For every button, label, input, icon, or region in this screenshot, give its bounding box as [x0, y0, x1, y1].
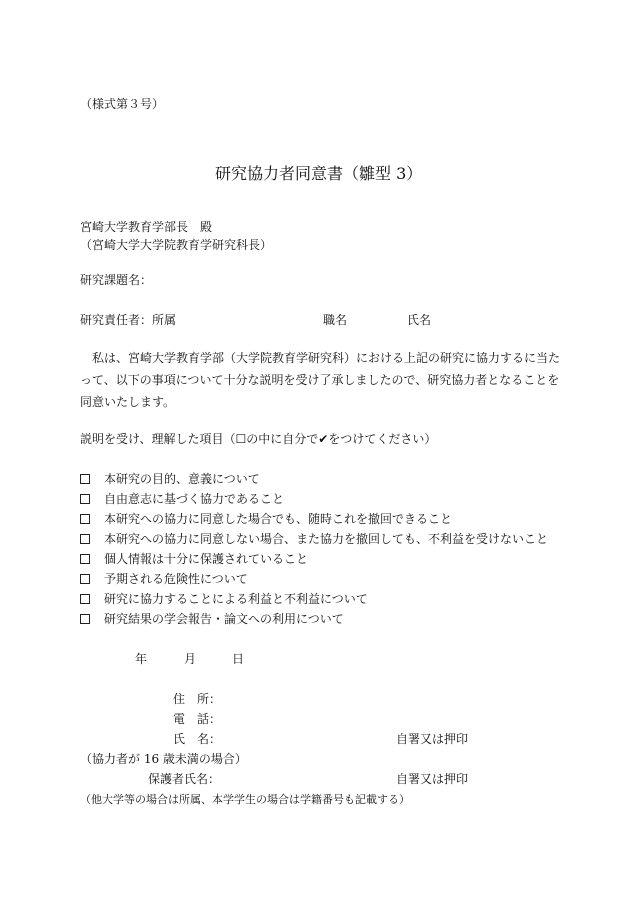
date-day-label: 日 — [232, 652, 245, 666]
checklist-item — [80, 513, 452, 525]
checklist-item — [80, 573, 248, 585]
statement-line: って、以下の事項について十分な説明を受け了承しましたので、研究協力者となることを — [80, 373, 560, 387]
checklist-item-label: 本研究への協力に同意した場合でも、随時これを撤回できること — [104, 512, 453, 526]
checklist-item-label: 本研究への協力に同意しない場合、また協力を撤回しても、不利益を受けないこと — [104, 532, 549, 546]
checkbox-icon[interactable] — [80, 494, 90, 504]
checklist-item-label: 自由意志に基づく協力であること — [104, 492, 285, 506]
checklist-item-label: 研究結果の学会報告・論文への利用について — [104, 612, 344, 626]
addressee-line2: （宮崎大学大学院教育学研究科長） — [80, 238, 273, 252]
checkbox-icon[interactable] — [80, 594, 90, 604]
checklist-instruction: 説明を受け、理解した項目（☐の中に自分で✔をつけてください） — [80, 432, 437, 446]
phone-field-label: 電 話： — [173, 712, 222, 726]
checkbox-icon[interactable] — [80, 614, 90, 624]
date-month-label: 月 — [184, 652, 197, 666]
signature-note: 自署又は押印 — [396, 732, 469, 746]
checkbox-icon[interactable] — [80, 474, 90, 484]
checklist-item-label: 本研究の目的、意義について — [104, 472, 260, 486]
footnote: （他大学等の場合は所属、本学学生の場合は学籍番号も記載する） — [80, 793, 410, 806]
checklist-item — [80, 553, 308, 565]
checkbox-icon[interactable] — [80, 534, 90, 544]
page-title: 研究協力者同意書（雛型 3） — [215, 164, 423, 183]
checkbox-icon[interactable] — [80, 514, 90, 524]
addressee-line1: 宮崎大学教育学部長 殿 — [80, 220, 213, 234]
guardian-signature-note: 自署又は押印 — [396, 772, 469, 786]
checklist-item — [80, 533, 548, 545]
address-field-label: 住 所： — [173, 692, 222, 706]
researcher-affiliation-label: 研究責任者：所属 — [80, 313, 177, 327]
checklist-item-label: 予期される危険性について — [104, 572, 248, 586]
checklist-item — [80, 473, 260, 485]
checklist-item-label: 研究に協力することによる利益と不利益について — [104, 592, 368, 606]
checkbox-icon[interactable] — [80, 554, 90, 564]
date-year-label: 年 — [135, 652, 148, 666]
name-field-label: 氏 名： — [173, 732, 222, 746]
checklist-item — [80, 593, 368, 605]
research-title-label: 研究課題名： — [80, 273, 153, 287]
checkbox-icon[interactable] — [80, 574, 90, 584]
consent-statement — [80, 347, 560, 413]
researcher-name-label: 氏名 — [407, 313, 432, 327]
checklist-item — [80, 613, 344, 625]
guardian-name-label: 保護者氏名： — [148, 772, 221, 786]
researcher-position-label: 職名 — [323, 313, 348, 327]
checklist-item — [80, 493, 284, 505]
statement-line: 私は、宮崎大学教育学部（大学院教育学研究科）における上記の研究に協力するに当た — [80, 351, 561, 365]
checklist-item-label: 個人情報は十分に保護されていること — [104, 552, 309, 566]
minor-note: （協力者が 16 歳未満の場合） — [80, 752, 247, 766]
form-number: （様式第３号） — [80, 97, 165, 111]
statement-line: 同意いたします。 — [80, 395, 176, 409]
